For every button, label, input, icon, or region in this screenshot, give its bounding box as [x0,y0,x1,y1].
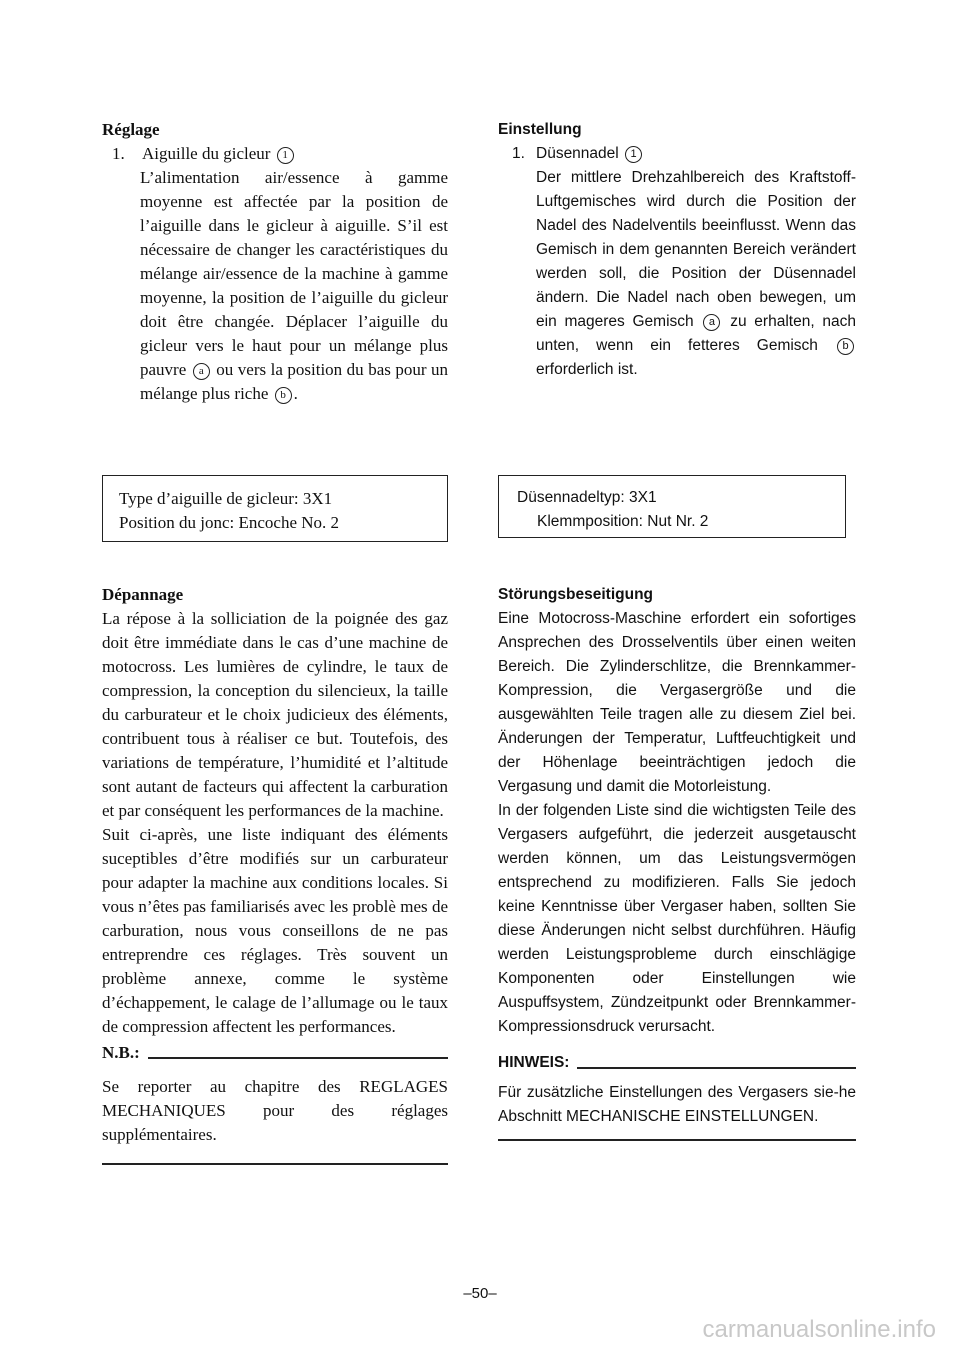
ref-circle-a: a [193,363,210,380]
ref-circle-b: b [837,338,854,355]
item-title: Aiguille du gicleur 1 [142,142,296,166]
watermark: carmanualsonline.info [702,1316,936,1343]
section-heading-einstellung: Einstellung [498,121,582,138]
item-number: 1. [112,144,125,163]
note-label: N.B.: [102,1043,140,1062]
page-number: –50– [463,1285,497,1302]
note-text: Se reporter au chapitre des REGLAGES MECHANIQUES pour des réglages supplémentaires. [102,1077,448,1144]
french-troubleshooting [102,583,448,1165]
section-heading-stoerung: Störungsbeseitigung [498,586,653,603]
divider [577,1067,856,1069]
divider [102,1163,448,1165]
spec-needle-type: Type d’aiguille de gicleur: 3X1 [119,489,333,508]
divider [498,1139,856,1141]
item-description: Der mittlere Drehzahlbereich des Kraftstoff-Luftgemisches wird durch die Position der Nadel des Nadelventils beeinflusst. Wenn das Gemisch in dem genannten Bereich verändert werden soll, die Position der Düsennadel ändern. Die Nadel nach oben bewegen, um ein mageres Gemisch a zu erhalten, nach unten, wenn ein fetteres Gemisch b erforderlich ist. [536,169,856,378]
spec-clip-position: Position du jonc: Encoche No. 2 [119,513,340,532]
section-heading-reglage: Réglage [102,120,160,139]
section-heading-depannage: Dépannage [102,585,184,604]
list-item-needle [498,142,856,166]
paragraph: In der folgenden Liste sind die wichtigsten Teile des Vergasers aufgeführt, die jederzeit ausgetauscht werden können, um das Leistungsvermögen entsprechend zu modifizieren. Falls Sie jedoch keine Kenntnisse über Vergaser haben, sollten Sie diese Änderungen nicht selbst durchführen. Häufig werden Leistungsprobleme durch einschlägige Komponenten oder Einstellungen wie Auspuffsystem, Zündzeitpunkt oder Brennkammer-Kompressionsdruck verursacht. [498,802,856,1035]
note-header [498,1051,856,1075]
ref-circle-1: 1 [277,147,294,164]
ref-circle-b: b [275,387,292,404]
item-description: L’alimentation air/essence à gamme moyenne est affectée par la position de l’aiguille dans le gicleur à aiguille. S’il est nécessaire de changer les caractéristiques du mélange air/essence de la machine à gamme moyenne, la position de l’aiguille du gicleur doit être changée. Déplacer l’aiguille du gicleur vers le haut pour un mélange plus pauvre a ou vers la position du bas pour un mélange plus riche b . [140,168,449,403]
paragraph: La répose à la solliciation de la poignée des gaz doit être immédiate dans le cas d’une machine de motocross. Les lumières de cylindre, le taux de compression, la conception du silencieux, la taille du carburateur et le choix judicieux des éléments, contribuent tous à réaliser ce but. Toutefois, des variations de température, l’humidité et l’altitude sont autant de facteurs qui affectent la carburation et par conséquent les performances de la machine. [102,609,448,820]
ref-circle-1: 1 [625,146,642,163]
item-title: Düsennadel 1 [536,142,644,166]
spec-box-fr [102,475,448,542]
ref-circle-a: a [703,314,720,331]
paragraph: Eine Motocross-Maschine erfordert ein sofortiges Ansprechen des Drosselventils über einen weiten Bereich. Die Zylinderschlitze, die Brennkammer-Kompression, die Vergasergröße und die ausgewählten Teile tragen alle zu diesem Ziel bei. Änderungen der Temperatur, Luftfeuchtigkeit und der Höhenlage beeinträchtigen jedoch die Vergasung und damit die Motorleistung. [498,610,856,795]
list-item-needle [102,142,448,166]
note-text: Für zusätzliche Einstellungen des Vergasers sie-he Abschnitt MECHANISCHE EINSTELLUNGEN. [498,1084,856,1125]
spec-needle-type: Düsennadeltyp: 3X1 [517,489,657,506]
spec-clip-position: Klemmposition: Nut Nr. 2 [537,513,709,530]
paragraph: Suit ci-après, une liste indiquant des éléments suceptibles d’être modifiés sur un carburateur pour adapter la machine aux conditions locales. Si vous n’êtes pas familiarisés avec les problè mes de carburation, nous vous conseillons de ne pas entreprendre ces réglages. Très souvent un problème annexe, comme le système d’échappement, le calage de l’allumage ou le taux de compression affectent les performances. [102,825,448,1036]
spec-box-de [498,475,846,538]
french-column [102,118,448,406]
item-number: 1. [512,145,525,162]
note-header [102,1041,448,1065]
divider [148,1057,448,1059]
german-troubleshooting [498,583,856,1141]
german-column [498,118,856,382]
note-label: HINWEIS: [498,1054,570,1071]
